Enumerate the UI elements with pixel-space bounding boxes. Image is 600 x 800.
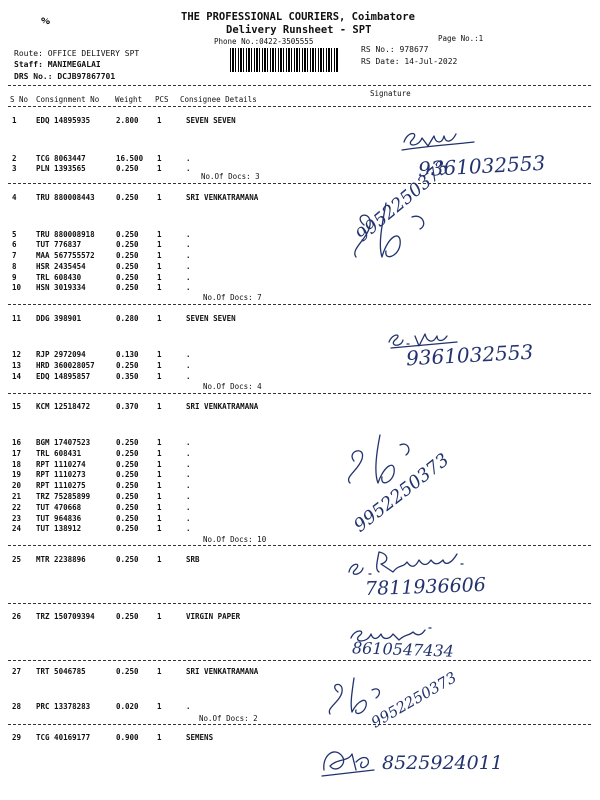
row-weight: 0.250 <box>116 449 139 458</box>
col-consignee: Consignee Details <box>180 95 257 104</box>
doc-count-1: No.Of Docs: 3 <box>201 172 260 181</box>
row-weight: 0.250 <box>116 514 139 523</box>
row-pcs: 1 <box>157 116 162 125</box>
row-sno: 14 <box>12 372 22 381</box>
section-rule-7 <box>8 724 591 725</box>
row-weight: 0.250 <box>116 492 139 501</box>
row-consignee: . <box>186 514 191 523</box>
row-weight: 0.250 <box>116 524 139 533</box>
row-consignee: . <box>186 251 191 260</box>
row-consignment: PLN 1393565 <box>36 164 86 173</box>
row-sno: 22 <box>12 503 22 512</box>
row-consignee: . <box>186 524 191 533</box>
row-sno: 27 <box>12 667 22 676</box>
row-pcs: 1 <box>157 555 162 564</box>
row-sno: 25 <box>12 555 22 564</box>
row-pcs: 1 <box>157 314 162 323</box>
row-weight: 0.250 <box>116 481 139 490</box>
section-rule-3 <box>8 393 591 394</box>
row-weight: 0.250 <box>116 612 139 621</box>
row-consignment: TCG 40169177 <box>36 733 91 742</box>
row-sno: 7 <box>12 251 17 260</box>
signature-phone-5: 7811936606 <box>364 573 487 601</box>
row-sno: 20 <box>12 481 22 490</box>
section-rule-6 <box>8 660 591 661</box>
section-rule-2 <box>8 304 591 305</box>
row-weight: 0.250 <box>116 262 139 271</box>
row-pcs: 1 <box>157 230 162 239</box>
header-top-rule <box>8 85 591 86</box>
signature-8 <box>318 740 378 780</box>
row-consignee: . <box>186 449 191 458</box>
row-consignment: EDQ 14895857 <box>36 372 91 381</box>
signature-phone-7: 9952250373 <box>368 668 460 732</box>
signature-phone-1: 9361032553 <box>417 150 546 182</box>
row-sno: 17 <box>12 449 22 458</box>
row-pcs: 1 <box>157 372 162 381</box>
row-consignee: . <box>186 481 191 490</box>
row-consignment: TUT 964836 <box>36 514 82 523</box>
row-pcs: 1 <box>157 514 162 523</box>
row-pcs: 1 <box>157 733 162 742</box>
row-pcs: 1 <box>157 402 162 411</box>
row-weight: 0.250 <box>116 240 139 249</box>
row-consignee: . <box>186 460 191 469</box>
row-weight: 0.250 <box>116 164 139 173</box>
row-weight: 0.350 <box>116 372 139 381</box>
row-sno: 4 <box>12 193 17 202</box>
row-consignment: TUT 776837 <box>36 240 82 249</box>
section-rule-1 <box>8 183 591 184</box>
company-name: THE PROFESSIONAL COURIERS, Coimbatore <box>181 11 415 23</box>
row-consignment: MTR 2238896 <box>36 555 86 564</box>
header-bottom-rule <box>8 106 591 107</box>
row-weight: 0.250 <box>116 283 139 292</box>
row-consignment: TRT 5046785 <box>36 667 86 676</box>
signature-phone-3: 9361032553 <box>405 339 534 371</box>
row-weight: 0.370 <box>116 402 139 411</box>
row-pcs: 1 <box>157 350 162 359</box>
row-consignee: SRI VENKATRAMANA <box>186 193 259 202</box>
row-consignment: EDQ 14895935 <box>36 116 91 125</box>
row-pcs: 1 <box>157 240 162 249</box>
row-sno: 1 <box>12 116 17 125</box>
row-pcs: 1 <box>157 492 162 501</box>
rs-date: RS Date: 14-Jul-2022 <box>361 57 458 66</box>
row-sno: 6 <box>12 240 17 249</box>
row-pcs: 1 <box>157 273 162 282</box>
row-pcs: 1 <box>157 612 162 621</box>
row-weight: 0.250 <box>116 503 139 512</box>
row-pcs: 1 <box>157 470 162 479</box>
row-sno: 9 <box>12 273 17 282</box>
row-consignment: MAA 567755572 <box>36 251 95 260</box>
row-weight: 0.250 <box>116 555 139 564</box>
col-pcs: PCS <box>155 95 169 104</box>
row-weight: 0.250 <box>116 251 139 260</box>
row-pcs: 1 <box>157 361 162 370</box>
row-consignee: . <box>186 283 191 292</box>
row-consignment: TRU 880008443 <box>36 193 95 202</box>
row-pcs: 1 <box>157 460 162 469</box>
row-consignee: . <box>186 350 191 359</box>
row-pcs: 1 <box>157 702 162 711</box>
row-weight: 0.250 <box>116 470 139 479</box>
row-sno: 18 <box>12 460 22 469</box>
row-consignment: TRZ 150709394 <box>36 612 95 621</box>
row-weight: 0.250 <box>116 273 139 282</box>
row-consignee: . <box>186 240 191 249</box>
row-pcs: 1 <box>157 503 162 512</box>
signature-phone-4: 9952250373 <box>350 449 454 537</box>
row-consignment: HSN 3019334 <box>36 283 86 292</box>
row-pcs: 1 <box>157 667 162 676</box>
row-sno: 24 <box>12 524 22 533</box>
row-consignee: . <box>186 262 191 271</box>
row-consignee: . <box>186 503 191 512</box>
row-consignment: RPT 1110274 <box>36 460 86 469</box>
staff: Staff: MANIMEGALAI <box>14 60 101 69</box>
row-sno: 19 <box>12 470 22 479</box>
col-weight: Weight <box>115 95 143 104</box>
row-consignee: VIRGIN PAPER <box>186 612 241 621</box>
row-weight: 2.800 <box>116 116 139 125</box>
section-rule-4 <box>8 545 591 546</box>
doc-count-4: No.Of Docs: 10 <box>203 535 267 544</box>
row-sno: 11 <box>12 314 22 323</box>
row-consignment: TRU 880008918 <box>36 230 95 239</box>
row-sno: 3 <box>12 164 17 173</box>
row-consignee: . <box>186 230 191 239</box>
row-sno: 5 <box>12 230 17 239</box>
drs-number: DRS No.: DCJB97867701 <box>14 72 116 81</box>
signature-phone-8: 8525924011 <box>382 752 503 774</box>
row-weight: 0.020 <box>116 702 139 711</box>
row-weight: 0.250 <box>116 193 139 202</box>
row-pcs: 1 <box>157 481 162 490</box>
row-consignee: . <box>186 470 191 479</box>
row-consignee: SRI VENKATRAMANA <box>186 667 259 676</box>
row-consignment: TRL 608430 <box>36 273 82 282</box>
row-consignment: DDG 398901 <box>36 314 82 323</box>
row-consignment: RPT 1110275 <box>36 481 86 490</box>
row-consignment: HRD 360028057 <box>36 361 95 370</box>
row-consignment: TUT 470668 <box>36 503 82 512</box>
row-weight: 0.900 <box>116 733 139 742</box>
signature-phone-6: 8610547434 <box>351 638 455 661</box>
row-weight: 0.250 <box>116 361 139 370</box>
row-sno: 16 <box>12 438 22 447</box>
row-consignee: . <box>186 154 191 163</box>
row-consignment: TUT 138912 <box>36 524 82 533</box>
row-consignment: RJP 2972094 <box>36 350 86 359</box>
row-pcs: 1 <box>157 283 162 292</box>
col-signature: Signature <box>370 89 411 98</box>
col-consignment: Consignment No <box>36 95 100 104</box>
row-sno: 10 <box>12 283 22 292</box>
row-pcs: 1 <box>157 262 162 271</box>
corner-mark: % <box>39 13 52 29</box>
row-consignee: SRI VENKATRAMANA <box>186 402 259 411</box>
row-consignee: . <box>186 492 191 501</box>
row-pcs: 1 <box>157 449 162 458</box>
row-consignment: KCM 12518472 <box>36 402 91 411</box>
row-sno: 26 <box>12 612 22 621</box>
row-sno: 23 <box>12 514 22 523</box>
row-pcs: 1 <box>157 438 162 447</box>
section-rule-5 <box>8 603 591 604</box>
row-pcs: 1 <box>157 524 162 533</box>
row-consignment: TRL 608431 <box>36 449 82 458</box>
row-weight: 0.250 <box>116 230 139 239</box>
row-consignee: . <box>186 372 191 381</box>
row-sno: 8 <box>12 262 17 271</box>
row-sno: 15 <box>12 402 22 411</box>
signature-phone-2: 9952250373 <box>352 156 454 247</box>
row-weight: 0.250 <box>116 667 139 676</box>
row-consignee: . <box>186 164 191 173</box>
doc-count-3: No.Of Docs: 4 <box>203 382 262 391</box>
row-weight: 0.250 <box>116 438 139 447</box>
row-weight: 16.500 <box>116 154 144 163</box>
row-weight: 0.250 <box>116 460 139 469</box>
route: Route: OFFICE DELIVERY SPT <box>14 49 140 58</box>
row-consignee: SEVEN SEVEN <box>186 314 236 323</box>
row-consignee: SEVEN SEVEN <box>186 116 236 125</box>
row-sno: 21 <box>12 492 22 501</box>
rs-number: RS No.: 978677 <box>361 45 429 54</box>
row-pcs: 1 <box>157 193 162 202</box>
row-consignment: BGM 17407523 <box>36 438 91 447</box>
row-sno: 13 <box>12 361 22 370</box>
col-sno: S No <box>10 95 29 104</box>
doc-count-5: No.Of Docs: 2 <box>199 714 258 723</box>
row-consignment: HSR 2435454 <box>36 262 86 271</box>
row-consignee: . <box>186 361 191 370</box>
row-consignee: . <box>186 438 191 447</box>
row-consignment: TRZ 75285899 <box>36 492 91 501</box>
row-weight: 0.130 <box>116 350 139 359</box>
row-consignee: SRB <box>186 555 200 564</box>
runsheet-title: Delivery Runsheet - SPT <box>226 24 372 36</box>
row-pcs: 1 <box>157 154 162 163</box>
row-consignee: . <box>186 702 191 711</box>
row-pcs: 1 <box>157 251 162 260</box>
row-sno: 28 <box>12 702 22 711</box>
doc-count-2: No.Of Docs: 7 <box>203 293 262 302</box>
row-weight: 0.280 <box>116 314 139 323</box>
row-consignee: . <box>186 273 191 282</box>
row-consignment: RPT 1110273 <box>36 470 86 479</box>
row-consignment: TCG 8063447 <box>36 154 86 163</box>
row-sno: 2 <box>12 154 17 163</box>
row-pcs: 1 <box>157 164 162 173</box>
phone-number: Phone No.:0422-3505555 <box>214 37 314 46</box>
page-number: Page No.:1 <box>438 34 484 43</box>
row-sno: 29 <box>12 733 22 742</box>
row-consignee: SEMENS <box>186 733 214 742</box>
row-sno: 12 <box>12 350 22 359</box>
barcode <box>230 48 338 72</box>
row-consignment: PRC 13378283 <box>36 702 91 711</box>
